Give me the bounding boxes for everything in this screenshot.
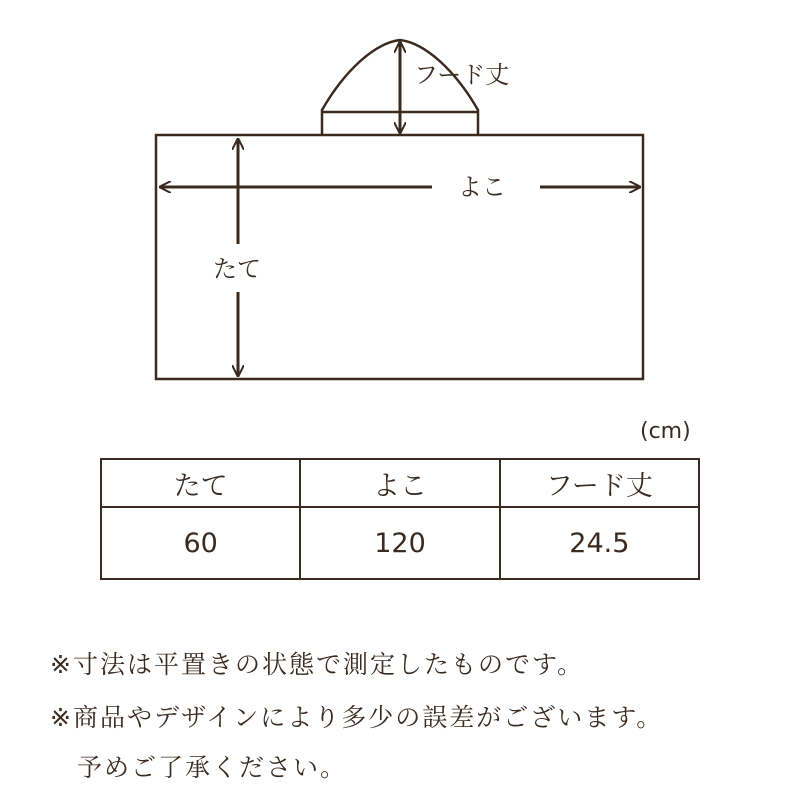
table-header-row <box>101 459 699 507</box>
note-measurement: ※寸法は平置きの状態で測定したものです。 <box>50 650 584 679</box>
header-length: たて <box>101 459 300 507</box>
note-tolerance: ※商品やデザインにより多少の誤差がございます。 <box>50 703 664 732</box>
header-hood-length: フード丈 <box>500 459 699 507</box>
header-width: よこ <box>300 459 499 507</box>
hood-length-label: フード丈 <box>414 61 510 89</box>
unit-label: (cm) <box>640 419 691 444</box>
width-label: よこ <box>458 173 506 201</box>
value-hood-length: 24.5 <box>500 507 699 579</box>
table-row <box>101 507 699 579</box>
value-length: 60 <box>101 507 300 579</box>
size-table <box>100 458 700 580</box>
length-label: たて <box>213 255 261 283</box>
value-width: 120 <box>300 507 499 579</box>
note-apology: 予めご了承ください。 <box>50 753 348 782</box>
